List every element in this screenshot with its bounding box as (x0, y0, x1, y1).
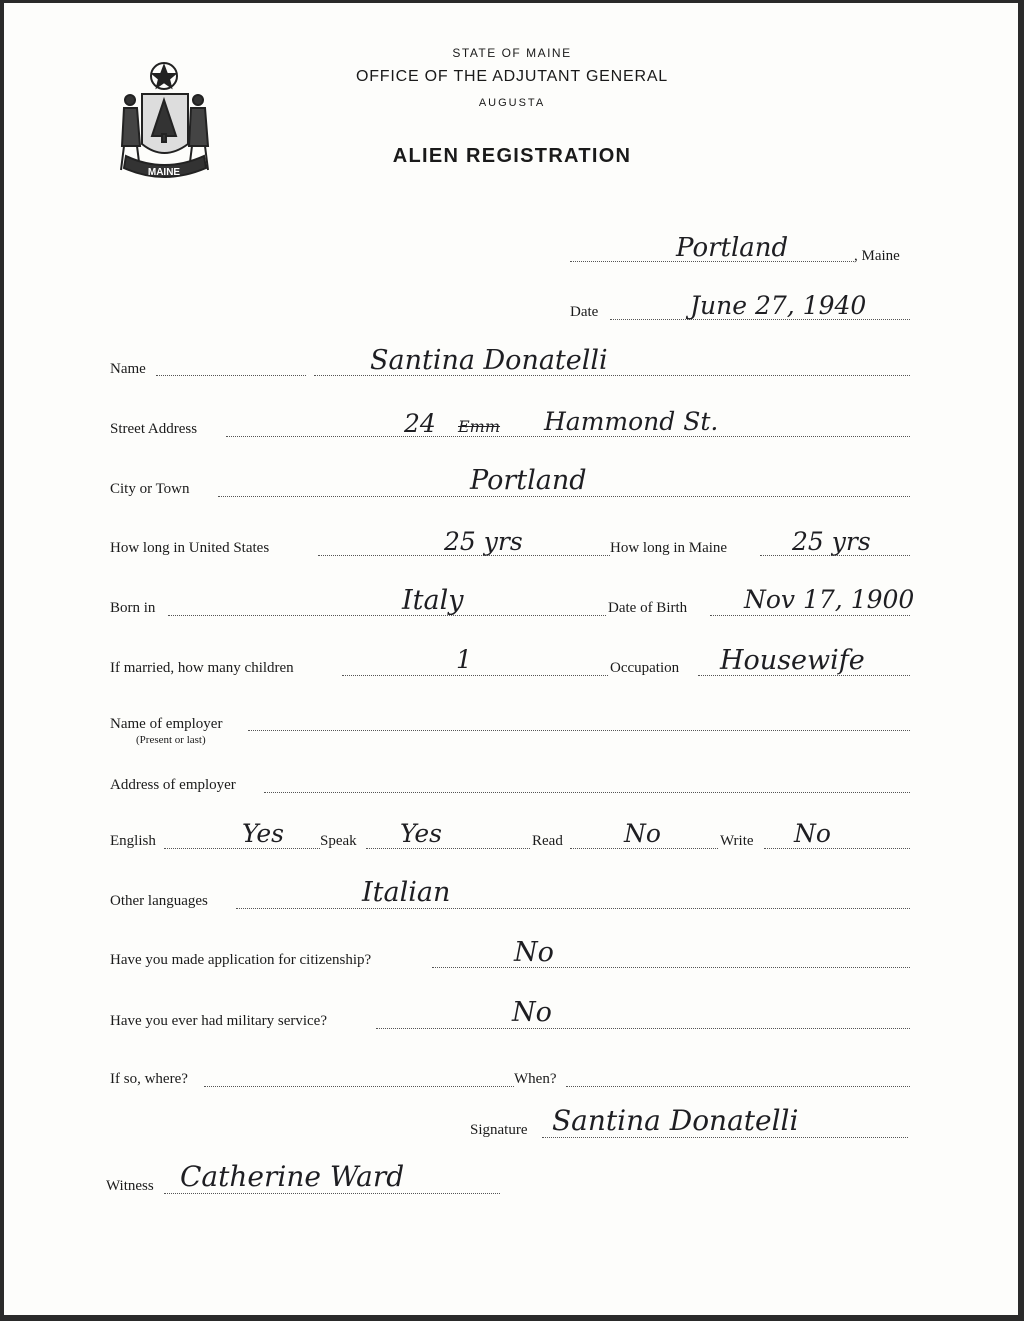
date-label: Date (570, 304, 599, 320)
write-value: No (794, 819, 831, 848)
city-line (218, 496, 910, 497)
how-long-maine-label: How long in Maine (610, 540, 728, 556)
dob-label: Date of Birth (608, 600, 688, 616)
children-label: If married, how many children (110, 660, 294, 676)
name-value: Santina Donatelli (370, 345, 608, 376)
citizenship-label: Have you made application for citizenship? (110, 952, 372, 968)
employer-address-label: Address of employer (110, 777, 236, 793)
signature-value: Santina Donatelli (552, 1104, 799, 1137)
read-value: No (624, 819, 661, 848)
street-struck: Emm (458, 417, 501, 436)
city-value: Portland (470, 465, 587, 496)
english-line (164, 848, 320, 849)
signature-label: Signature (470, 1122, 528, 1138)
witness-value: Catherine Ward (180, 1160, 405, 1193)
born-in-value: Italy (402, 585, 464, 616)
how-long-us-value: 25 yrs (444, 527, 523, 556)
dob-line (710, 615, 910, 616)
if-so-where-label: If so, where? (110, 1071, 188, 1087)
how-long-maine-value: 25 yrs (792, 527, 871, 556)
military-value: No (512, 997, 552, 1028)
how-long-us-label: How long in United States (110, 540, 270, 556)
speak-line (366, 848, 530, 849)
citizenship-line (432, 967, 910, 968)
header-office: OFFICE OF THE ADJUTANT GENERAL (355, 68, 669, 85)
write-line (764, 848, 910, 849)
witness-line (164, 1193, 500, 1194)
military-line (376, 1028, 910, 1029)
if-so-where-line (204, 1086, 514, 1087)
when-label: When? (514, 1071, 557, 1087)
other-languages-line (236, 908, 910, 909)
employer-address-line (264, 792, 910, 793)
speak-value: Yes (400, 819, 442, 848)
speak-label: Speak (320, 833, 357, 849)
form-title: ALIEN REGISTRATION (392, 145, 632, 167)
dob-value: Nov 17, 1900 (744, 585, 915, 614)
occupation-label: Occupation (610, 660, 680, 676)
location-value: Portland (676, 233, 789, 263)
street-line (226, 436, 910, 437)
signature-line (542, 1137, 908, 1138)
citizenship-value: No (514, 937, 554, 968)
svg-text:MAINE: MAINE (147, 167, 181, 178)
registration-form (4, 3, 1018, 1315)
city-label: City or Town (110, 481, 190, 497)
header-city: AUGUSTA (478, 97, 546, 109)
header-state: STATE OF MAINE (452, 46, 572, 60)
military-label: Have you ever had military service? (110, 1013, 327, 1029)
other-languages-label: Other languages (110, 893, 208, 909)
born-in-line (168, 615, 606, 616)
witness-label: Witness (106, 1178, 154, 1194)
street-number: 24 (404, 409, 436, 438)
children-line (342, 675, 608, 676)
date-value: June 27, 1940 (690, 291, 867, 320)
location-suffix: , Maine (854, 248, 900, 264)
street-label: Street Address (110, 421, 198, 437)
name-line-a (156, 375, 306, 376)
english-label: English (110, 833, 156, 849)
english-value: Yes (242, 819, 284, 848)
born-in-label: Born in (110, 600, 156, 616)
state-seal-icon (112, 58, 224, 188)
employer-note: (Present or last) (136, 734, 206, 746)
write-label: Write (720, 833, 754, 849)
when-line (566, 1086, 910, 1087)
employer-line (248, 730, 910, 731)
read-line (570, 848, 718, 849)
name-label: Name (110, 361, 146, 377)
street-value: Hammond St. (544, 407, 719, 436)
occupation-value: Housewife (720, 645, 865, 676)
employer-label: Name of employer (110, 716, 223, 732)
children-value: 1 (456, 645, 472, 674)
other-languages-value: Italian (362, 877, 451, 908)
read-label: Read (532, 833, 563, 849)
